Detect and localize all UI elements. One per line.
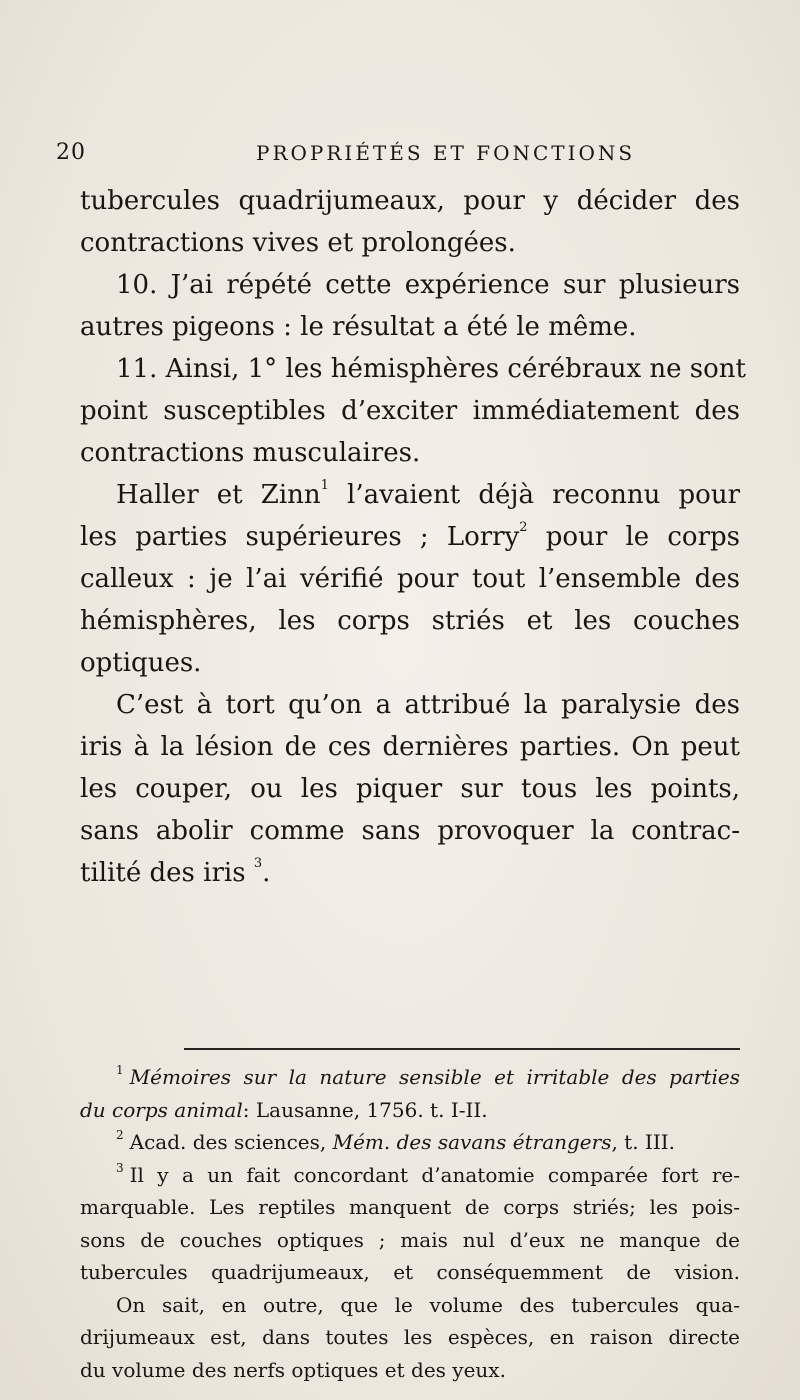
footnote-marker: 3 xyxy=(116,1160,124,1175)
text-line: les couper, ou les piquer sur tous les points, xyxy=(80,774,740,804)
text-line: calleux : je l’ai vérifié pour tout l’ensemble des xyxy=(80,564,740,594)
footnote-text: Il y a un fait concordant d’anatomie comparée fort re- xyxy=(129,1162,740,1187)
footnote-ref-2: 2 xyxy=(519,520,528,535)
text-line: 10. J’ai répété cette expérience sur plusieurs xyxy=(116,270,740,300)
footnote-marker: 1 xyxy=(116,1063,124,1077)
footnote-3-line: marquable. Les reptiles manquent de corps striés; les pois- xyxy=(80,1195,740,1219)
text-line: autres pigeons : le résultat a été le même. xyxy=(80,312,637,342)
footnote-2-line xyxy=(80,1126,740,1159)
text-line: hémisphères, les corps striés et les couches xyxy=(80,606,740,636)
page-header xyxy=(56,140,746,170)
text-segment: tilité des iris xyxy=(80,858,246,888)
footnote-3-line: On sait, en outre, que le volume des tubercules qua- xyxy=(116,1292,740,1317)
text-line xyxy=(80,852,740,894)
text-line: point susceptibles d’exciter immédiatement des xyxy=(80,396,740,426)
text-line xyxy=(80,474,740,516)
text-segment: Haller et Zinn xyxy=(116,480,321,510)
footnotes xyxy=(80,1061,740,1386)
footnote-ref-1: 1 xyxy=(320,478,329,493)
footnote-1-line xyxy=(80,1094,740,1127)
footnote-3-line: du volume des nerfs optiques et des yeux. xyxy=(80,1357,506,1382)
text-line xyxy=(80,516,740,558)
text-line: iris à la lésion de ces dernières parties. On peut xyxy=(80,732,740,762)
text-line: C’est à tort qu’on a attribué la paralysie des xyxy=(116,690,740,720)
footnote-text: , t. III. xyxy=(611,1130,675,1154)
footnote-title: Mém. des savans étrangers xyxy=(332,1130,612,1154)
text-segment: . xyxy=(262,858,271,888)
footnote-title: du corps animal xyxy=(80,1097,243,1122)
footnote-title: Mémoires sur la nature sensible et irritable des parties xyxy=(129,1065,740,1089)
footnote-1-line xyxy=(80,1061,740,1094)
footnote-text: Acad. des sciences, xyxy=(129,1130,333,1154)
text-line: tubercules quadrijumeaux, pour y décider des xyxy=(80,186,740,216)
footnote-3-line: tubercules quadrijumeaux, et conséquemment de vision. xyxy=(80,1260,740,1284)
footnote-separator xyxy=(184,1048,740,1050)
main-text xyxy=(80,180,746,894)
running-head: PROPRIÉTÉS ET FONCTIONS xyxy=(256,141,636,165)
text-segment: l’avaient déjà reconnu pour xyxy=(328,480,740,510)
text-line: sans abolir comme sans provoquer la contrac- xyxy=(80,816,740,846)
text-segment: les parties supérieures ; Lorry xyxy=(80,522,520,552)
footnote-3-line: drijumeaux est, dans toutes les espèces, en raison directe xyxy=(80,1325,740,1349)
footnote-3-line xyxy=(80,1159,740,1192)
footnote-text: : Lausanne, 1756. t. I-II. xyxy=(242,1097,488,1122)
page-number: 20 xyxy=(56,140,86,165)
footnote-3-line: sons de couches optiques ; mais nul d’eux ne manque de xyxy=(80,1227,740,1252)
footnote-marker: 2 xyxy=(116,1128,124,1142)
text-line: optiques. xyxy=(80,648,202,678)
footnote-ref-3: 3 xyxy=(253,856,263,871)
text-line: 11. Ainsi, 1° les hémisphères cérébraux ne sont xyxy=(116,354,746,384)
text-segment: pour le corps xyxy=(527,522,740,552)
text-line: contractions musculaires. xyxy=(80,438,421,468)
text-line: contractions vives et prolongées. xyxy=(80,228,516,258)
